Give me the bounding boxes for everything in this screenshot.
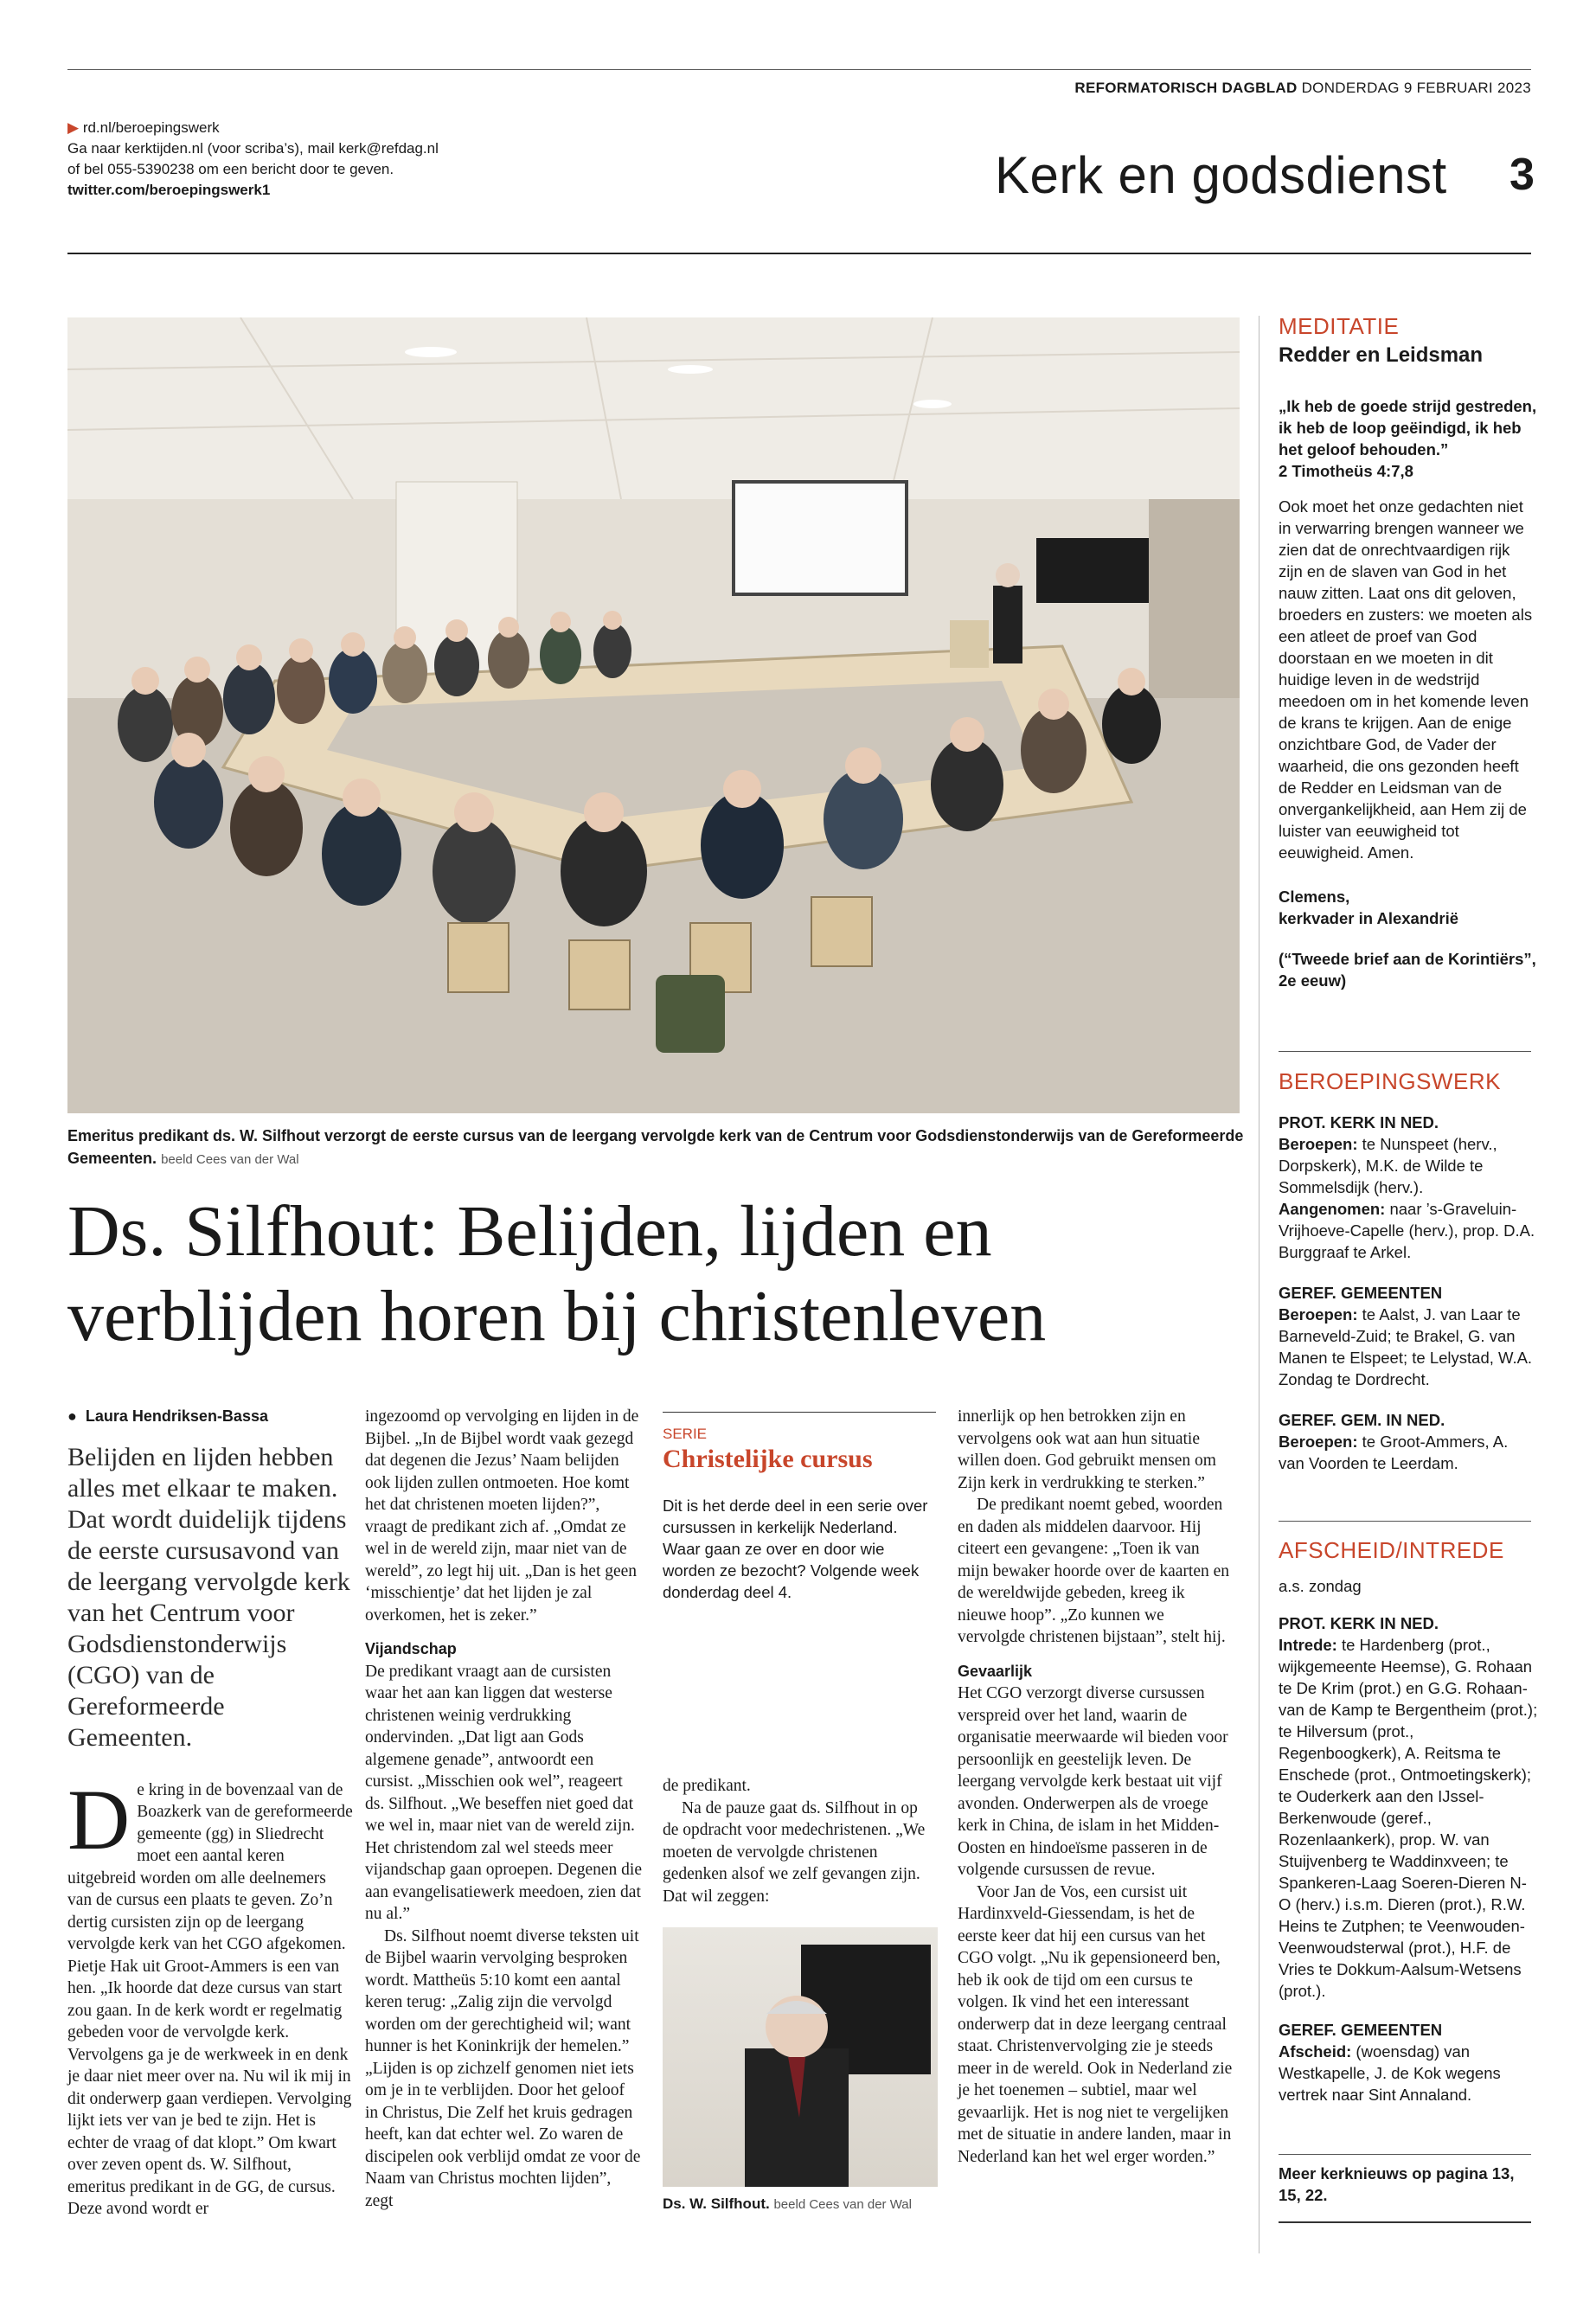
serie-rule — [663, 1412, 936, 1413]
serie-text: Dit is het derde deel in een serie over cursussen in kerkelijk Nederland. Waar gaan ze over en door wie worden ze bezocht? Volgende week donderdag deel 4. — [663, 1497, 928, 1601]
drop-cap: D — [67, 1771, 131, 1868]
byline — [67, 1406, 353, 1428]
text-afscheid: (woensdag) van Westkapelle, J. de Kok wegens vertrek naar Sint Annaland. — [1279, 2042, 1501, 2104]
meditatie-body: Ook moet het onze gedachten niet in verwarring brengen wanneer we zien dat de onrechtvaardigen rijk zijn en de slaven van God in het nauw zitten. Laat ons dit geloven, broeders en zusters: we moeten als een atleet de proef van God doorstaan en we moeten in dit huidige leven in de wedstrijd meedoen om in het komende leven de krans te krijgen. Aan de enige onzichtbare God, de Vader der waarheid, die ons gezonden heeft de Redder en Leidsman van de onvergankelijkheid, aan Hem zij de luister van eeuwigheid tot eeuwigheid. Amen. — [1279, 497, 1533, 862]
serie-box — [663, 1426, 936, 1603]
article-text-col3b: Na de pauze gaat ds. Silfhout in op de opdracht voor medechristenen. „We moeten de vervolgde christenen gedenken alsof we zelf gevangen zijn. Dat wil zeggen: — [663, 1798, 926, 1906]
article-text-col2b: De predikant vraagt aan de cursisten waar het aan kan liggen dat westerse christenen weinig verdrukking ondervinden. „Dat ligt aan Gods algemene genade”, antwoordt een cursist. „Misschien ook wel”, reageert ds. Silfhout. „We beseffen niet goed dat we wel in, maar niet van de wereld zijn. Het christendom zal wel steeds meer vijandschap gaan oproepen. Degenen die aan evangelisatiewerk meedoen, zien dat nu al.” — [365, 1662, 642, 1923]
meditatie-quote: „Ik heb de goede strijd gestreden, ik heb de loop geëindigd, ik heb het geloof behouden.” — [1279, 397, 1537, 458]
article-text-col3a: de predikant. — [663, 1777, 751, 1795]
issue-date: DONDERDAG 9 FEBRUARI 2023 — [1301, 80, 1531, 96]
serie-label: SERIE — [663, 1426, 708, 1442]
header-rule — [67, 253, 1531, 254]
meditatie-source: (“Tweede brief aan de Korintiërs”, 2e eeuw) — [1279, 950, 1536, 990]
meditatie-label: MEDITATIE — [1279, 313, 1400, 339]
twitter-link[interactable]: twitter.com/beroepingswerk1 — [67, 182, 271, 198]
sidebar-rule-1 — [1279, 1051, 1531, 1052]
portrait-caption-text: Ds. W. Silfhout. — [663, 2195, 770, 2212]
serie-title: Christelijke cursus — [663, 1445, 873, 1473]
key-aangenomen: Aangenomen: — [1279, 1200, 1386, 1218]
photo-caption — [67, 1125, 1244, 1171]
meditatie-author: Clemens, — [1279, 888, 1350, 906]
text-beroepen-1: te Nunspeet (herv., Dorpskerk), M.K. de Wilde te Sommelsdijk (herv.). — [1279, 1135, 1497, 1196]
beroepingswerk-label: BEROEPINGSWERK — [1279, 1068, 1501, 1094]
article-column-2 — [365, 1406, 642, 2212]
headline: Ds. Silfhout: Belijden, lijden en verblijden horen bij christenleven — [67, 1191, 1047, 1356]
beroepingswerk-link[interactable]: rd.nl/beroepingswerk — [82, 119, 220, 136]
info-line-3: of bel 055-5390238 om een bericht door te geven. — [67, 161, 394, 177]
church-group-2: GEREF. GEMEENTEN — [1279, 1284, 1443, 1302]
text-beroepen-3: te Groot-Ammers, A. van Voorden te Leerdam. — [1279, 1433, 1509, 1472]
arrow-right-icon: ▶ — [67, 119, 80, 136]
key-intrede: Intrede: — [1279, 1636, 1337, 1654]
church-group-3: GEREF. GEM. IN NED. — [1279, 1411, 1445, 1429]
top-rule — [67, 69, 1531, 70]
photo-credit: beeld Cees van der Wal — [161, 1152, 299, 1167]
bullet-icon: ● — [67, 1407, 77, 1425]
text-beroepen-2: te Aalst, J. van Laar te Barneveld-Zuid; te Brakel, G. van Manen te Elspeet; te Lelystad, W.A. Zondag te Dordrecht. — [1279, 1305, 1533, 1388]
afscheid-label: AFSCHEID/INTREDE — [1279, 1537, 1504, 1563]
sidebar-rule-2 — [1279, 1521, 1531, 1522]
sidebar-bottom-rule — [1279, 2221, 1531, 2223]
info-box — [67, 118, 517, 201]
afscheid-box — [1279, 1537, 1538, 2106]
caption-text: Emeritus predikant ds. W. Silfhout verzorgt de eerste cursus van de leergang vervolgde kerk van de Centrum voor Godsdienstonderwijs van de Gereformeerde Gemeenten. — [67, 1127, 1244, 1167]
more-news-link[interactable]: Meer kerknieuws op pagina 13, 15, 22. — [1279, 2164, 1515, 2204]
key-beroepen-2: Beroepen: — [1279, 1305, 1358, 1324]
text-aangenomen: naar ’s-Graveluin-Vrijhoeve-Capelle (herv.), prop. D.A. Burggraaf te Arkel. — [1279, 1200, 1535, 1261]
portrait-illustration — [663, 1927, 938, 2187]
afscheid-date: a.s. zondag — [1279, 1577, 1362, 1595]
sidebar-rule-3 — [1279, 2154, 1531, 2155]
church-group-1: PROT. KERK IN NED. — [1279, 1113, 1439, 1131]
meditatie-title: Redder en Leidsman — [1279, 343, 1484, 367]
subhead-vijandschap: Vijandschap — [365, 1640, 457, 1657]
article-text-col1: e kring in de bovenzaal van de Boazkerk van de gereformeerde gemeente (gg) in Sliedrecht moet een aantal keren uitgebreid worden om alle deelnemers van de cursus een plaats te geven. Zo’n dertig cursisten zijn op de leergang vervolgde kerk van het CGO afgekomen. Pietje Hak uit Groot-Ammers is een van hen. „Ik hoorde dat deze cursus van start zou gaan. In de kerk wordt er regelmatig gebeden voor de vervolgde kerk. Vervolgens ga je de werkweek in en denk je daar niet meer over na. Nu wil ik mij in dit onderwerp gaan verdiepen. Vervolging lijkt iets ver van je bed te zijn. Het is echter de vraag of dat klopt.” Om kwart over zeven opent ds. W. Silfhout, emeritus predikant in de GG, de cursus. Deze avond wordt er — [67, 1780, 353, 2218]
subhead-gevaarlijk: Gevaarlijk — [958, 1662, 1033, 1680]
masthead — [1074, 80, 1531, 97]
portrait-caption — [663, 2194, 939, 2215]
text-intrede: te Hardenberg (prot., wijkgemeente Heemse), G. Rohaan te De Krim (prot.) en G.G. Rohaan-van de Kamp te Bergentheim (prot.); te Hilversum (prot., Regenboogkerk), A. Reitsma te Enschede (prot., Ontmoetingskerk); te Ouderkerk aan den IJssel-Berkenwoude (geref., Rozenlaankerk), prop. W. van Stuijvenberg te Waddinxveen; te Spankeren-Laag Soeren-Dieren N-O (herv.) i.s.m. Dieren (prot.), R.W. Heins te Zutphen; te Veenwouden-Veenwoudsterwal (prot.), H.F. de Vries te Dokkum-Aalsum-Wetsens (prot.). — [1279, 1636, 1538, 2000]
meditatie-author-role: kerkvader in Alexandrië — [1279, 909, 1459, 927]
portrait-photo — [663, 1927, 938, 2187]
afscheid-group-1: PROT. KERK IN NED. — [1279, 1614, 1439, 1632]
info-line-2: Ga naar kerktijden.nl (voor scriba’s), mail kerk@refdag.nl — [67, 140, 439, 157]
article-text-col4c: Het CGO verzorgt diverse cursussen verspreid over het land, waarin de organisatie meerwaarde wil bieden voor persoonlijk en geestelijk leven. De leergang vervolgde kerk bestaat uit vijf avonden. Onderwerpen als de vroege kerk in China, de islam in het Midden-Oosten en hindoeïsme passeren in de volgende cursussen de revue. — [958, 1684, 1228, 1879]
classroom-illustration — [67, 317, 1240, 1113]
portrait-credit: beeld Cees van der Wal — [773, 2197, 912, 2212]
paper-name: REFORMATORISCH DAGBLAD — [1074, 80, 1298, 96]
article-column-3 — [663, 1775, 936, 1907]
article-column-4 — [958, 1406, 1234, 2168]
article-text-col2c: Ds. Silfhout noemt diverse teksten uit de Bijbel waarin vervolging besproken wordt. Mattheüs 5:10 komt een aantal keren terug: „Zalig zijn die vervolgd worden om der gerechtigheid wil; want hunner is het Koninkrijk der hemelen.” „Lijden is op zichzelf genomen niet iets om je in te verblijden. Door het geloof in Christus, Die Zelf het kruis gedragen heeft, kan dat echter wel. Zo waren de discipelen ook verblijd omdat ze voor de Naam van Christus mochten lijden”, zegt — [365, 1926, 641, 2210]
article-text-col4a: innerlijk op hen betrokken zijn en vervolgens ook wat aan hun situatie willen doen. God gebruikt mensen om Zijn kerk in verdrukking te sterken.” — [958, 1407, 1216, 1492]
author-name: Laura Hendriksen-Bassa — [85, 1407, 268, 1425]
article-column-1 — [67, 1406, 353, 2221]
section-title: Kerk en godsdienst — [995, 146, 1447, 204]
key-beroepen-1: Beroepen: — [1279, 1135, 1358, 1153]
page-number: 3 — [1509, 150, 1535, 200]
article-text-col4d: Voor Jan de Vos, een cursist uit Hardinxveld-Giessendam, is het de eerste keer dat hij een cursus van het CGO volgt. „Nu ik gepensioneerd ben, heb ik ook de tijd om een cursus te volgen. Ik vind het een interessant onderwerp dat in deze leergang centraal staat. Christenvervolging zie je steeds meer in de wereld. Ook in Nederland zie je het toenemen – subtiel, maar wel gevaarlijk. Het is nog niet te vergelijken met de situatie in andere landen, maar in Nederland kan het wel erger worden.” — [958, 1882, 1233, 2166]
afscheid-group-2: GEREF. GEMEENTEN — [1279, 2021, 1443, 2039]
key-afscheid: Afscheid: — [1279, 2042, 1352, 2061]
article-intro: Belijden en lijden hebben alles met elkaar te maken. Dat wordt duidelijk tijdens de eerste cursusavond van de leergang vervolgde kerk van het Centrum voor Godsdienstonderwijs (CGO) van de Gereformeerde Gemeenten. — [67, 1442, 350, 1752]
article-text-col2a: ingezoomd op vervolging en lijden in de Bijbel. „In de Bijbel wordt vaak gezegd dat degenen die Jezus’ Naam belijden ook lijden zullen ontmoeten. Hoe komt het dat christenen moeten lijden?”, vraagt de predikant zich af. „Omdat ze wel in de wereld zijn, maar niet van de wereld”, zo legt hij uit. „Dan is het geen ‘misschientje’ dat het lijden je zal overkomen, het is zeker.” — [365, 1407, 639, 1625]
key-beroepen-3: Beroepen: — [1279, 1433, 1358, 1451]
meditatie-reference: 2 Timotheüs 4:7,8 — [1279, 462, 1413, 480]
main-photo — [67, 317, 1240, 1113]
beroepingswerk-box — [1279, 1068, 1538, 1474]
article-text-col4b: De predikant noemt gebed, woorden en daden als middelen daarvoor. Hij citeert een gevangene: „Toen ik van mijn bewaker hoorde over de kaarten en de wereldwijde gebeden, kreeg ik nieuwe hoop”. „Zo kunnen we vervolgde christenen bijstaan”, stelt hij. — [958, 1496, 1230, 1646]
meditatie-box — [1279, 313, 1538, 991]
